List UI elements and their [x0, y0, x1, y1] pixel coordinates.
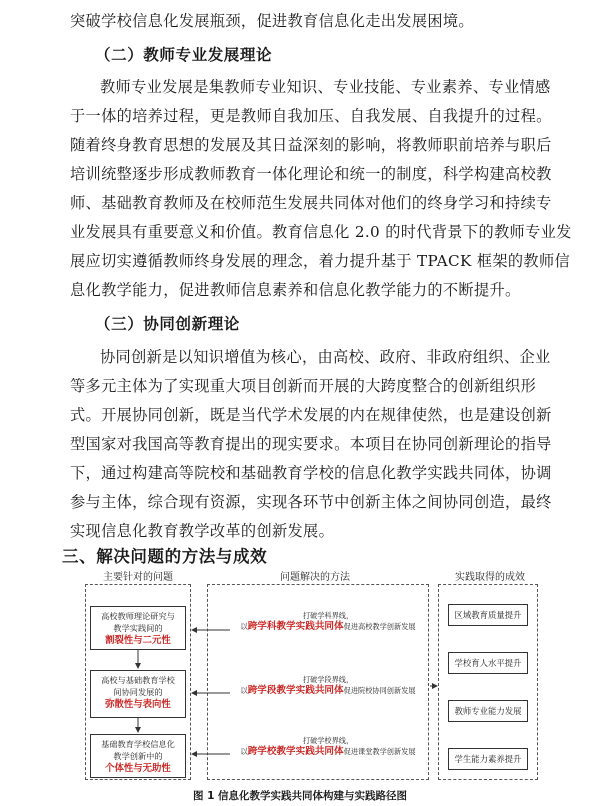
problem-key: 个体性与无助性 [105, 763, 171, 774]
paragraph-line: 息化教学能力，促进教师信息素养和信息化教学能力的不断提升。 [70, 281, 521, 299]
outcome-box: 区域教育质量提升 [448, 604, 528, 626]
subsection-heading-collaborative-innovation: （三）协同创新理论 [95, 315, 240, 333]
paragraph-line: 突破学校信息化发展瓶颈，促进教育信息化走出发展困境。 [70, 12, 474, 30]
problem-key: 弥散性与表向性 [105, 699, 171, 710]
outcome-box: 学生能力素养提升 [448, 748, 528, 770]
problem-text: 教学创新中的 [113, 750, 163, 761]
method-text: 以 [240, 747, 248, 756]
paragraph-line: 教师专业发展是集教师专业知识、专业技能、专业素养、专业情感 [100, 78, 551, 96]
paragraph-line: 协同创新是以知识增值为核心，由高校、政府、非政府组织、企业 [100, 348, 551, 366]
paragraph-line: 型国家对我国高等教育提出的现实要求。本项目在协同创新理论的指导 [70, 435, 552, 453]
figure-caption: 图 1 信息化教学实践共同体构建与实践路径图 [192, 790, 408, 802]
column-title-outcomes: 实践取得的成效 [455, 572, 525, 583]
paragraph-line: 参与主体，综合现有资源，实现各环节中创新主体之间协同创造，最终 [70, 493, 552, 511]
figure-practice-path-diagram [0, 568, 600, 806]
method-text: 以 [240, 622, 248, 631]
paragraph-line: 实现信息化教育教学改革的创新发展。 [70, 522, 335, 540]
paragraph-line: 随着终身教育思想的发展及其日益深刻的影响，将教师职前培养与职后 [70, 136, 552, 154]
problem-text: 基础教育学校信息化 [101, 739, 175, 749]
paragraph-line: 下，通过构建高等院校和基础教育学校的信息化教学实践共同体，协调 [70, 464, 552, 482]
method-key: 跨学校教学实践共同体 [247, 746, 344, 757]
column-title-problems: 主要针对的问题 [103, 572, 173, 583]
column-title-methods: 问题解决的方法 [280, 572, 350, 583]
subsection-heading-teacher-development: （二）教师专业发展理论 [95, 46, 273, 64]
outcome-box: 学校育人水平提升 [448, 652, 528, 674]
method-text: 打破学段界线， [302, 675, 354, 684]
paragraph-line: 于一体的培养过程，更是教师自我加压、自我发展、自我提升的过程。 [70, 107, 552, 125]
method-text: 促进课堂教学创新发展 [343, 747, 416, 756]
problem-text: 间协同发展的 [113, 686, 163, 697]
method-key: 跨学科教学实践共同体 [247, 621, 344, 632]
problem-box [90, 606, 186, 650]
method-item [230, 735, 426, 757]
method-text: 以 [240, 686, 248, 695]
method-text: 促进高校教学创新发展 [343, 622, 416, 631]
section-heading-methods: 三、解决问题的方法与成效 [62, 547, 268, 566]
method-key: 跨学段教学实践共同体 [247, 685, 344, 696]
paragraph-line: 等多元主体为了实现重大项目创新而开展的大跨度整合的创新组织形 [70, 377, 537, 395]
problem-text: 高校教师理论研究与 [101, 611, 175, 621]
paragraph-line: 师、基础教育教师及在校师范生发展共同体对他们的终身学习和持续专 [70, 194, 552, 212]
problem-text: 高校与基础教育学校 [101, 675, 175, 685]
problem-box [90, 734, 186, 778]
method-item [230, 610, 426, 632]
method-text: 促进院校协同创新发展 [343, 686, 416, 695]
paragraph-line: 培训统整逐步形成教师教育一体化理论和统一的制度，科学构建高校教 [70, 165, 552, 183]
problem-key: 割裂性与二元性 [105, 635, 171, 646]
method-item [230, 674, 426, 696]
outcome-box: 教师专业能力发展 [448, 700, 528, 722]
problem-box [90, 670, 186, 718]
problem-text: 教学实践间的 [113, 622, 163, 633]
paragraph-line: 业发展具有重要意义和价值。教育信息化 2.0 的时代背景下的教师专业发 [70, 223, 572, 241]
paragraph-line: 展应切实遵循教师终身发展的理念，着力提升基于 TPACK 框架的教师信 [70, 252, 571, 270]
paragraph-line: 式。开展协同创新，既是当代学术发展的内在规律使然，也是建设创新 [70, 406, 552, 424]
method-text: 打破学科界线， [302, 611, 354, 620]
method-text: 打破学校界线， [302, 736, 354, 745]
